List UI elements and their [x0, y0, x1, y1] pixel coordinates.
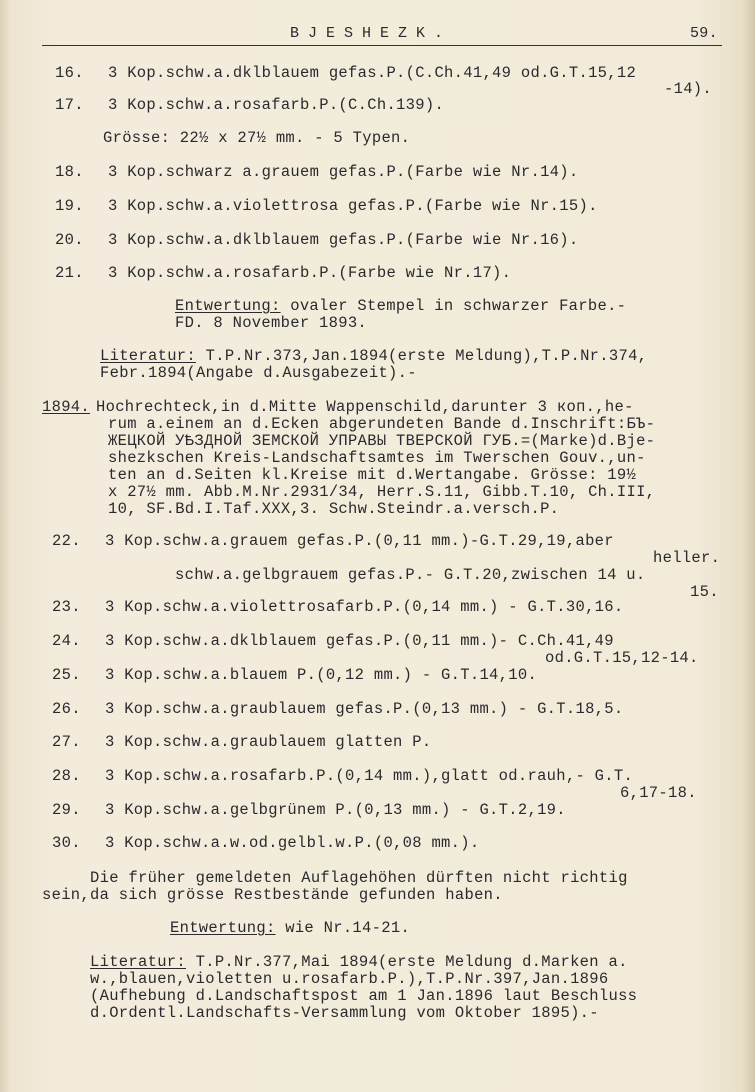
entry-number: 21. [55, 264, 84, 282]
running-header-title: BJESHEZK. [290, 25, 453, 42]
entry-text: 3 Kop.schw.a.grauem gefas.P.(0,11 mm.)-G.T.29,19,aber [105, 532, 614, 550]
entry-text-continuation: od.G.T.15,12-14. [545, 649, 699, 667]
entry-text-continuation: heller. [653, 549, 721, 567]
entry-number: 18. [55, 163, 84, 181]
literature-text: (Aufhebung d.Landschaftspost am 1 Jan.1896 laut Beschluss [90, 987, 638, 1005]
issue-description: rum a.einem an d.Ecken abgerundeten Bande d.Inschrift:БЪ- [108, 415, 656, 433]
issue-description: x 27½ mm. Abb.M.Nr.2931/34, Herr.S.11, Gibb.T.10, Ch.III, [108, 483, 656, 501]
entry-text: 3 Kop.schw.a.violettrosa gefas.P.(Farbe wie Nr.15). [108, 197, 598, 215]
entry-variant-text: schw.a.gelbgrauem gefas.P.- G.T.20,zwischen 14 u. [175, 566, 646, 584]
entry-text: 3 Kop.schw.a.blauem P.(0,12 mm.) - G.T.14,10. [105, 666, 538, 684]
literature-text: d.Ordentl.Landschafts-Versammlung vom Oktober 1895).- [90, 1004, 599, 1022]
entry-text-continuation: -14). [664, 80, 713, 98]
entry-text: 3 Kop.schw.a.w.od.gelbl.w.P.(0,08 mm.). [105, 834, 480, 852]
literature-text: w.,blauen,violetten u.rosafarb.P.),T.P.Nr.397,Jan.1896 [90, 970, 609, 988]
cancellation-label: Entwertung: [170, 919, 276, 937]
entry-number: 17. [55, 96, 84, 114]
entry-number: 23. [52, 598, 81, 616]
entry-number: 25. [52, 666, 81, 684]
page-edge-shadow [0, 0, 10, 1092]
entry-text: 3 Kop.schw.a.violettrosafarb.P.(0,14 mm.) - G.T.30,16. [105, 598, 624, 616]
entry-text-continuation: 15. [690, 583, 719, 601]
entry-text: 3 Kop.schw.a.dklblauem gefas.P.(0,11 mm.)- C.Ch.41,49 [105, 632, 614, 650]
issue-description: 10, SF.Bd.I.Taf.XXX,3. Schw.Steindr.a.versch.P. [108, 500, 560, 518]
entry-text: 3 Kop.schw.a.dklblauem gefas.P.(C.Ch.41,49 od.G.T.15,12 [108, 64, 637, 82]
issue-description-cyrillic: ЖЕЦКОЙ УѢЗДНОЙ ЗЕМСКОЙ УПРАВЫ ТВЕРСКОЙ ГУБ.=(Marke)d.Bje- [108, 432, 656, 450]
literature-text: Febr.1894(Angabe d.Ausgabezeit).- [100, 364, 417, 382]
issue-year: 1894. [42, 398, 91, 416]
entry-number: 22. [52, 532, 81, 550]
cancellation-note [170, 919, 410, 938]
entry-text-continuation: 6,17-18. [620, 784, 697, 802]
entry-number: 30. [52, 834, 81, 852]
entry-text: 3 Kop.schwarz a.grauem gefas.P.(Farbe wie Nr.14). [108, 163, 579, 181]
entry-text: 3 Kop.schw.a.rosafarb.P.(0,14 mm.),glatt od.rauh,- G.T. [105, 767, 634, 785]
page-binding-shadow [742, 0, 755, 1092]
entry-text: 3 Kop.schw.a.rosafarb.P.(C.Ch.139). [108, 96, 445, 114]
entry-text: 3 Kop.schw.a.dklblauem gefas.P.(Farbe wie Nr.16). [108, 231, 579, 249]
cancellation-text: FD. 8 November 1893. [175, 314, 368, 332]
entry-number: 19. [55, 197, 84, 215]
size-note: Grösse: 22½ x 27½ mm. - 5 Typen. [103, 129, 411, 147]
cancellation-text: ovaler Stempel in schwarzer Farbe.- [280, 297, 627, 315]
page-number: 59. [690, 25, 718, 42]
cancellation-label: Entwertung: [175, 297, 281, 315]
header-rule [42, 45, 722, 46]
entry-number: 26. [52, 700, 81, 718]
entry-text: 3 Kop.schw.a.graublauem glatten P. [105, 733, 432, 751]
entry-text: 3 Kop.schw.a.gelbgrünem P.(0,13 mm.) - G.T.2,19. [105, 801, 566, 819]
entry-number: 20. [55, 231, 84, 249]
literature-label: Literatur: [90, 953, 187, 971]
entry-number: 28. [52, 767, 81, 785]
literature-text: T.P.Nr.377,Mai 1894(erste Meldung d.Marken a. [186, 953, 628, 971]
issue-description: shezkschen Kreis-Landschaftsamtes im Twerschen Gouv.,un- [108, 449, 646, 467]
literature-text: T.P.Nr.373,Jan.1894(erste Meldung),T.P.Nr.374, [196, 347, 648, 365]
note-paragraph: Die früher gemeldeten Auflagehöhen dürften nicht richtig [90, 869, 628, 887]
entry-number: 24. [52, 632, 81, 650]
entry-text: 3 Kop.schw.a.graublauem gefas.P.(0,13 mm.) - G.T.18,5. [105, 700, 624, 718]
entry-number: 27. [52, 733, 81, 751]
entry-number: 29. [52, 801, 81, 819]
entry-text: 3 Kop.schw.a.rosafarb.P.(Farbe wie Nr.17). [108, 264, 512, 282]
entry-number: 16. [55, 64, 84, 82]
literature-label: Literatur: [100, 347, 197, 365]
issue-description: ten an d.Seiten kl.Kreise mit d.Wertangabe. Grösse: 19½ [108, 466, 637, 484]
note-paragraph: sein,da sich grösse Restbestände gefunden haben. [42, 886, 503, 904]
issue-description: Hochrechteck,in d.Mitte Wappenschild,darunter 3 коп.,he- [96, 398, 634, 416]
cancellation-text: wie Nr.14-21. [275, 919, 411, 937]
